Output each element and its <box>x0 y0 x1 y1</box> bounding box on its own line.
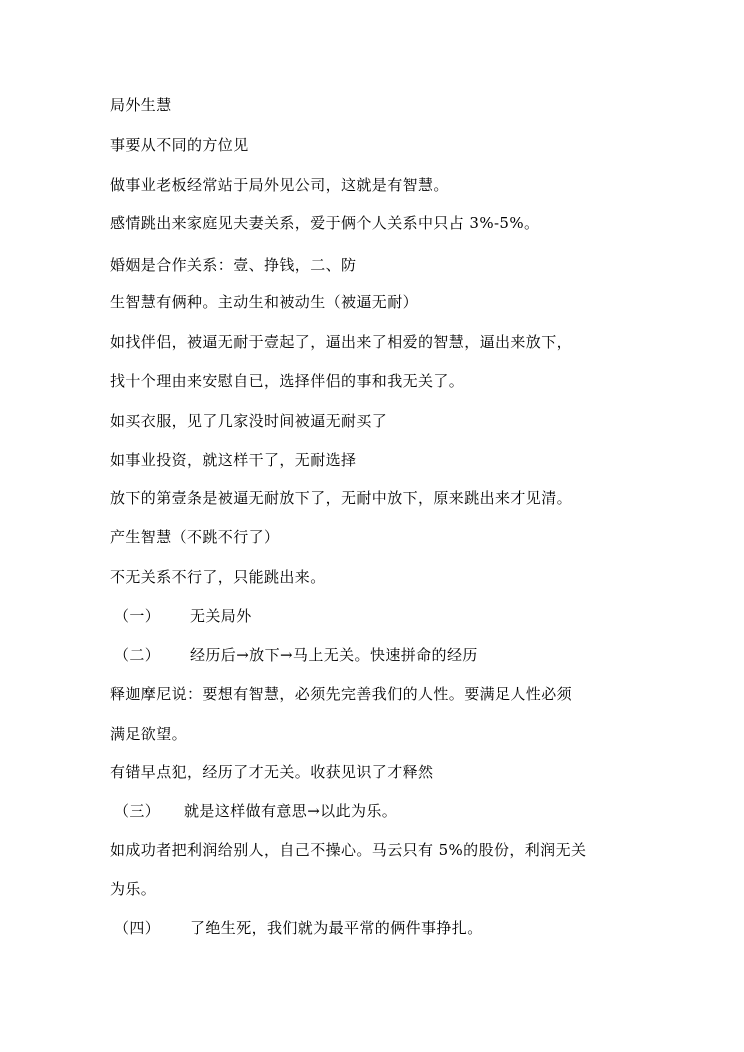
text-line: 生智慧有俩种。主动生和被动生（被逼无耐） <box>110 293 419 311</box>
item-text: 经历后→放下→马上无关。快速拼命的经历 <box>190 646 478 664</box>
item-number: （三） <box>114 802 161 820</box>
numbered-item <box>114 606 252 626</box>
numbered-item <box>114 801 397 821</box>
text-line: 做事业老板经常站于局外见公司，这就是有智慧。 <box>110 176 449 194</box>
text-line: 产生智慧（不跳不行了） <box>110 528 280 546</box>
item-text: 无关局外 <box>190 607 252 625</box>
item-text: 了绝生死，我们就为最平常的俩件事挣扎。 <box>190 919 483 937</box>
text-line: 满足欲望。 <box>110 725 188 743</box>
text-line: 有错早点犯，经历了才无关。收获见识了才释然 <box>110 763 434 781</box>
numbered-item <box>114 918 483 938</box>
text-line: 释迦摩尼说：要想有智慧，必须先完善我们的人性。要满足人性必须 <box>110 685 573 703</box>
text-line: 如买衣服，见了几家没时间被逼无耐买了 <box>110 412 388 430</box>
text-line: 如成功者把利润给别人，自己不操心。马云只有 5%的股份，利润无关 <box>110 841 587 859</box>
item-number: （一） <box>114 607 161 625</box>
text-line: 事要从不同的方位见 <box>110 136 249 154</box>
text-line: 找十个理由来安慰自已，选择伴侣的事和我无关了。 <box>110 372 465 390</box>
item-number: （二） <box>114 646 161 664</box>
text-line: 感情跳出来家庭见夫妻关系，爱于俩个人关系中只占 3%-5%。 <box>110 214 540 232</box>
text-line: 不无关系不行了，只能跳出来。 <box>110 568 326 586</box>
text-line: 婚姻是合作关系：壹、挣钱，二、防 <box>110 256 357 274</box>
text-line: 如事业投资，就这样干了，无耐选择 <box>110 451 357 469</box>
item-number: （四） <box>114 919 161 937</box>
text-line: 如找伴侣，被逼无耐于壹起了，逼出来了相爱的智慧，逼出来放下， <box>110 333 573 351</box>
item-text: 就是这样做有意思→以此为乐。 <box>184 802 398 820</box>
text-line: 放下的第壹条是被逼无耐放下了，无耐中放下，原来跳出来才见清。 <box>110 489 573 507</box>
document-title: 局外生慧 <box>110 96 172 114</box>
numbered-item <box>114 645 478 665</box>
text-line: 为乐。 <box>110 880 157 898</box>
